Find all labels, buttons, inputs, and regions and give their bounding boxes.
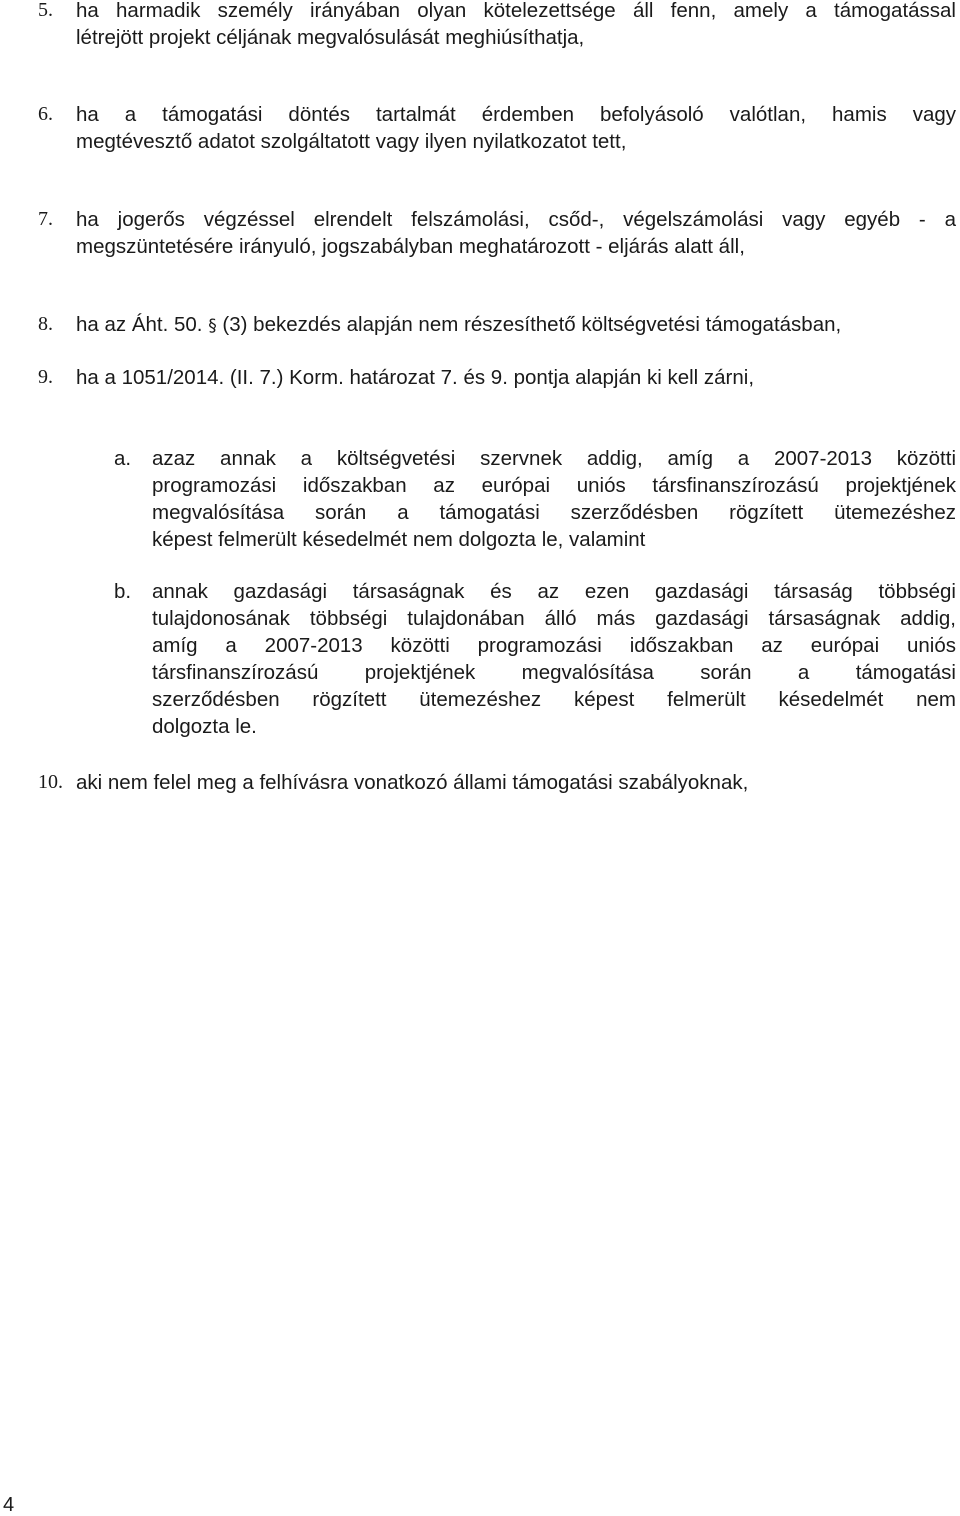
text-line: tulajdonosának többségi tulajdonában álló más gazdasági társaságnak addig, <box>152 607 956 630</box>
item-number: 9. <box>38 366 53 388</box>
text-line: dolgozta le. <box>152 715 257 738</box>
text-line: aki nem felel meg a felhívásra vonatkozó állami támogatási szabályoknak, <box>76 771 749 794</box>
item-text <box>76 101 956 155</box>
text-line: ha a 1051/2014. (II. 7.) Korm. határozat 7. és 9. pontja alapján ki kell zárni, <box>76 366 755 389</box>
list-item-9 <box>0 364 960 391</box>
text-line: ha jogerős végzéssel elrendelt felszámolási, csőd-, végelszámolási vagy egyéb - a <box>76 208 956 231</box>
text-line: azaz annak a költségvetési szervnek addig, amíg a 2007-2013 közötti <box>152 447 956 470</box>
item-text <box>76 0 956 51</box>
text-line: megszüntetésére irányuló, jogszabályban meghatározott - eljárás alatt áll, <box>76 235 745 258</box>
item-number: 10. <box>38 771 63 793</box>
text-line: szerződésben rögzített ütemezéshez képest felmerült késedelmét nem <box>152 688 956 711</box>
sub-item-text <box>152 578 956 740</box>
list-item-6 <box>0 101 960 155</box>
sub-item-letter: b. <box>114 580 132 603</box>
item-text <box>76 311 956 340</box>
text-line: megtévesztő adatot szolgáltatott vagy ilyen nyilatkozatot tett, <box>76 130 627 153</box>
text-line: programozási időszakban az európai uniós társfinanszírozású projektjének <box>152 474 956 497</box>
text-line: ha harmadik személy irányában olyan kötelezettsége áll fenn, amely a támogatással <box>76 0 956 22</box>
item-number: 7. <box>38 208 53 230</box>
text-line: annak gazdasági társaságnak és az ezen gazdasági társaság többségi <box>152 580 956 603</box>
item-text <box>76 206 956 260</box>
sub-item-letter: a. <box>114 447 132 470</box>
text-line: ha a támogatási döntés tartalmát érdemben befolyásoló valótlan, hamis vagy <box>76 103 956 126</box>
sub-item-a <box>0 445 960 553</box>
item-number: 8. <box>38 313 53 335</box>
section-sign: § <box>208 316 217 336</box>
text-line: megvalósítása során a támogatási szerződésben rögzített ütemezéshez <box>152 501 956 524</box>
item-text <box>76 364 956 391</box>
act-reference: ha az Áht. 50. <box>76 313 203 336</box>
list-item-7 <box>0 206 960 260</box>
text-line: képest felmerült késedelmét nem dolgozta le, valamint <box>152 528 646 551</box>
list-item-10 <box>0 769 960 796</box>
item-number: 6. <box>38 103 53 125</box>
sub-item-text <box>152 445 956 553</box>
act-clause: (3) bekezdés alapján nem részesíthető költségvetési támogatásban, <box>222 313 842 336</box>
sub-item-b <box>0 578 960 740</box>
page-number: 4 <box>3 1494 15 1516</box>
item-text <box>76 769 956 796</box>
list-item-8 <box>0 311 960 340</box>
text-line <box>76 311 956 340</box>
text-line: társfinanszírozású projektjének megvalósítása során a támogatási <box>152 661 956 684</box>
text-line: amíg a 2007-2013 közötti programozási időszakban az európai uniós <box>152 634 956 657</box>
text-line: létrejött projekt céljának megvalósulását meghiúsíthatja, <box>76 26 585 49</box>
item-number: 5. <box>38 0 53 21</box>
list-item-5 <box>0 0 960 51</box>
